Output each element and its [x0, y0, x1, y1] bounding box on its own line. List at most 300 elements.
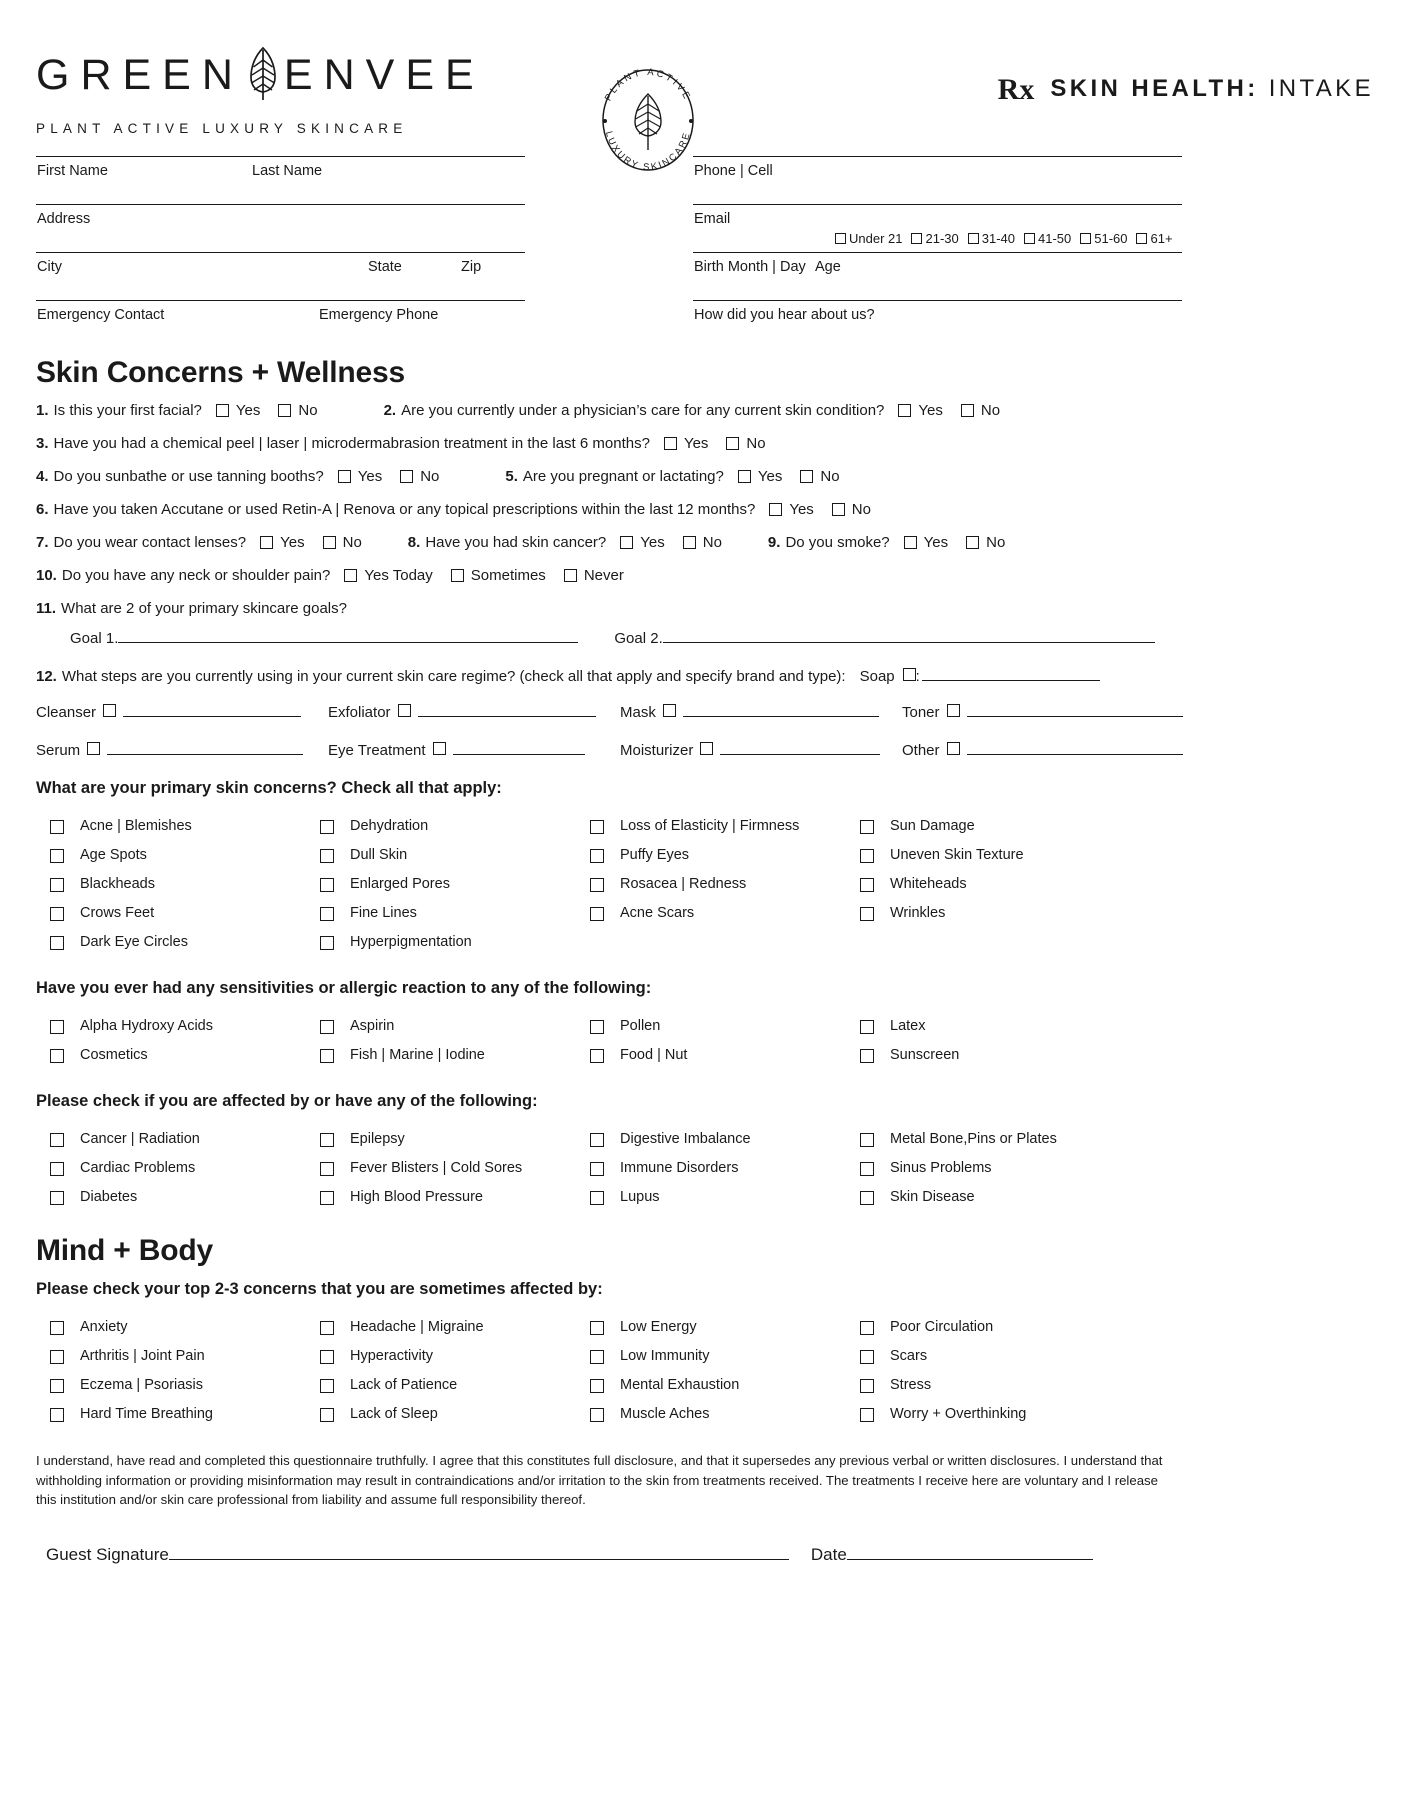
checkbox-item[interactable] [846, 812, 1374, 841]
regime-item-moisturizer[interactable] [620, 741, 902, 759]
checkbox-label: Age Spots [80, 847, 147, 864]
checkbox-item[interactable] [576, 1371, 846, 1400]
answer-label: Yes [757, 468, 783, 485]
checkbox-label: Skin Disease [890, 1189, 975, 1206]
checkbox-icon[interactable] [620, 536, 633, 549]
checkbox-label: Cardiac Problems [80, 1160, 196, 1177]
answer-no[interactable] [683, 534, 722, 551]
last-name-label: Last Name [252, 163, 323, 179]
checkbox-item[interactable] [576, 1313, 846, 1342]
checkbox-item[interactable] [846, 841, 1374, 870]
age-bracket-label: 51-60 [1094, 231, 1128, 246]
checkbox-label: Fever Blisters | Cold Sores [350, 1160, 523, 1177]
regime-label: Eye Treatment [328, 742, 426, 759]
checkbox-icon[interactable] [860, 1379, 874, 1393]
grid-empty-cell [576, 928, 846, 957]
checkbox-item[interactable] [576, 899, 846, 928]
checkbox-icon[interactable] [320, 1191, 334, 1205]
checkbox-icon[interactable] [50, 936, 64, 950]
checkbox-icon[interactable] [344, 569, 357, 582]
question-row-10 [36, 567, 1374, 584]
checkbox-icon[interactable] [320, 907, 334, 921]
checkbox-label: Acne | Blemishes [80, 818, 192, 835]
checkbox-item[interactable] [36, 812, 306, 841]
checkbox-icon[interactable] [700, 742, 713, 755]
checkbox-item[interactable] [36, 1400, 306, 1429]
checkbox-icon[interactable] [320, 1379, 334, 1393]
checkbox-icon[interactable] [50, 878, 64, 892]
checkbox-item[interactable] [846, 1154, 1374, 1183]
checkbox-icon[interactable] [947, 742, 960, 755]
question-number: 4. [36, 468, 49, 485]
contact-right-column [693, 156, 1182, 348]
checkbox-item[interactable] [36, 1371, 306, 1400]
answer-no[interactable] [726, 435, 765, 452]
checkbox-icon[interactable] [320, 820, 334, 834]
checkbox-item[interactable] [846, 1125, 1374, 1154]
phone-label: Phone | Cell [694, 163, 773, 179]
answer-no[interactable] [966, 534, 1005, 551]
checkbox-item[interactable] [306, 928, 576, 957]
answer-no[interactable] [400, 468, 439, 485]
checkbox-icon[interactable] [50, 1191, 64, 1205]
checkbox-label: Eczema | Psoriasis [80, 1377, 204, 1394]
checkbox-label: High Blood Pressure [350, 1189, 483, 1206]
checkbox-icon[interactable] [216, 404, 229, 417]
checkbox-icon[interactable] [50, 1020, 64, 1034]
goal-2-field[interactable] [614, 629, 1154, 647]
regime-input-line[interactable] [720, 741, 880, 755]
checkbox-icon[interactable] [564, 569, 577, 582]
checkbox-icon[interactable] [860, 1133, 874, 1147]
checkbox-item[interactable] [306, 1183, 576, 1212]
checkbox-icon[interactable] [1080, 233, 1091, 244]
checkbox-icon[interactable] [590, 1133, 604, 1147]
checkbox-icon[interactable] [860, 1191, 874, 1205]
checkbox-label: Headache | Migraine [350, 1319, 484, 1336]
email-field-row[interactable] [693, 204, 1182, 252]
answer-never[interactable] [564, 567, 624, 584]
checkbox-icon[interactable] [1136, 233, 1147, 244]
checkbox-icon[interactable] [278, 404, 291, 417]
checkbox-icon[interactable] [50, 1408, 64, 1422]
checkbox-item[interactable] [576, 1183, 846, 1212]
checkbox-icon[interactable] [590, 1049, 604, 1063]
brand-tagline: PLANT ACTIVE LUXURY SKINCARE [36, 121, 408, 136]
checkbox-icon[interactable] [50, 849, 64, 863]
goals-row [70, 629, 1374, 647]
checkbox-label: Dehydration [350, 818, 429, 835]
checkbox-item[interactable] [36, 1342, 306, 1371]
checkbox-icon[interactable] [738, 470, 751, 483]
checkbox-icon[interactable] [1024, 233, 1035, 244]
goal-1-input-line[interactable] [118, 629, 578, 643]
brand-logo [36, 24, 556, 136]
checkbox-item[interactable] [36, 1313, 306, 1342]
checkbox-item[interactable] [576, 870, 846, 899]
age-bracket-label: Under 21 [849, 231, 903, 246]
regime-row-2 [36, 741, 1374, 759]
checkbox-icon[interactable] [860, 1049, 874, 1063]
checkbox-item[interactable] [306, 1012, 576, 1041]
checkbox-icon[interactable] [968, 233, 979, 244]
checkbox-item[interactable] [576, 1012, 846, 1041]
checkbox-icon[interactable] [898, 404, 911, 417]
age-bracket-option[interactable] [1024, 231, 1071, 246]
checkbox-icon[interactable] [320, 1049, 334, 1063]
checkbox-label: Blackheads [80, 876, 155, 893]
answer-label: No [986, 534, 1006, 551]
answer-label: No [851, 501, 871, 518]
checkbox-item[interactable] [36, 899, 306, 928]
question-number: 6. [36, 501, 49, 518]
city-label: City [37, 259, 62, 275]
checkbox-item[interactable] [36, 1041, 306, 1070]
regime-input-line[interactable] [418, 703, 596, 717]
question-number: 5. [505, 468, 518, 485]
checkbox-item[interactable] [846, 1041, 1374, 1070]
checkbox-item[interactable] [306, 1313, 576, 1342]
checkbox-icon[interactable] [320, 878, 334, 892]
checkbox-icon[interactable] [590, 1408, 604, 1422]
checkbox-icon[interactable] [50, 820, 64, 834]
question-number: 8. [407, 534, 421, 551]
question-number: 12. [36, 668, 57, 685]
checkbox-icon[interactable] [400, 470, 413, 483]
checkbox-icon[interactable] [590, 878, 604, 892]
checkbox-item[interactable] [36, 1183, 306, 1212]
checkbox-icon[interactable] [50, 1162, 64, 1176]
checkbox-icon[interactable] [451, 569, 464, 582]
checkbox-icon[interactable] [590, 1350, 604, 1364]
checkbox-item[interactable] [576, 1342, 846, 1371]
regime-label: Other [902, 742, 940, 759]
checkbox-item[interactable] [36, 928, 306, 957]
checkbox-item[interactable] [306, 1400, 576, 1429]
city-state-zip-field-row[interactable] [36, 252, 525, 300]
checkbox-icon[interactable] [590, 1191, 604, 1205]
regime-input-line[interactable] [967, 703, 1183, 717]
checkbox-icon[interactable] [50, 1350, 64, 1364]
answer-label: Yes [235, 402, 261, 419]
checkbox-icon[interactable] [320, 1350, 334, 1364]
checkbox-item[interactable] [846, 1371, 1374, 1400]
checkbox-item[interactable] [306, 841, 576, 870]
question-row-4-5 [36, 468, 1374, 485]
regime-input-line[interactable] [123, 703, 301, 717]
checkbox-icon[interactable] [860, 1321, 874, 1335]
first-name-label: First Name [37, 163, 108, 179]
checkbox-icon[interactable] [911, 233, 922, 244]
date-input-line[interactable] [847, 1544, 1093, 1560]
checkbox-label: Metal Bone,Pins or Plates [890, 1131, 1057, 1148]
checkbox-icon[interactable] [832, 503, 845, 516]
soap-label: Soap [859, 668, 895, 685]
checkbox-label: Cosmetics [80, 1047, 148, 1064]
answer-yes[interactable] [260, 534, 304, 551]
form-title-secondary: INTAKE [1268, 75, 1374, 102]
checkbox-icon[interactable] [398, 704, 411, 717]
answer-no[interactable] [800, 468, 839, 485]
leaf-icon [246, 46, 280, 104]
regime-item-toner[interactable] [902, 703, 1183, 721]
regime-input-line[interactable] [107, 741, 303, 755]
checkbox-item[interactable] [306, 1154, 576, 1183]
checkbox-icon[interactable] [590, 1162, 604, 1176]
checkbox-icon[interactable] [320, 936, 334, 950]
question-row-11 [36, 600, 1374, 617]
question-row-1-2 [36, 402, 1374, 419]
checkbox-icon[interactable] [50, 1321, 64, 1335]
checkbox-item[interactable] [306, 899, 576, 928]
checkbox-icon[interactable] [50, 907, 64, 921]
checkbox-icon[interactable] [433, 742, 446, 755]
checkbox-label: Dark Eye Circles [80, 934, 188, 951]
checkbox-item[interactable] [846, 1400, 1374, 1429]
regime-item-serum[interactable] [36, 741, 328, 759]
answer-yes[interactable] [898, 402, 942, 419]
answer-label: Sometimes [470, 567, 546, 584]
checkbox-icon[interactable] [860, 907, 874, 921]
checkbox-icon[interactable] [590, 1379, 604, 1393]
checkbox-item[interactable] [36, 841, 306, 870]
checkbox-icon[interactable] [683, 536, 696, 549]
question-number: 10. [36, 567, 57, 584]
checkbox-icon[interactable] [966, 536, 979, 549]
sensitivities-grid [36, 1012, 1374, 1070]
answer-yes-today[interactable] [344, 567, 432, 584]
answer-label: Yes [640, 534, 665, 551]
goal-1-field[interactable] [70, 629, 578, 647]
answer-yes[interactable] [338, 468, 382, 485]
checkbox-item[interactable] [576, 1125, 846, 1154]
checkbox-item[interactable] [576, 1154, 846, 1183]
checkbox-icon[interactable] [590, 1321, 604, 1335]
checkbox-label: Hyperactivity [350, 1348, 433, 1365]
checkbox-icon[interactable] [320, 1321, 334, 1335]
guest-signature-label: Guest Signature [46, 1544, 169, 1564]
question-number: 11. [36, 600, 57, 617]
sensitivities-title: Have you ever had any sensitivities or allergic reaction to any of the following: [36, 979, 652, 997]
checkbox-icon[interactable] [103, 704, 116, 717]
checkbox-item[interactable] [846, 870, 1374, 899]
age-bracket-option[interactable] [1136, 231, 1172, 246]
checkbox-icon[interactable] [590, 1020, 604, 1034]
age-bracket-option[interactable] [835, 231, 902, 246]
checkbox-label: Low Immunity [620, 1348, 710, 1365]
form-title-primary: SKIN HEALTH: [1050, 75, 1259, 102]
checkbox-item[interactable] [306, 1125, 576, 1154]
answer-yes[interactable] [664, 435, 708, 452]
checkbox-icon[interactable] [320, 1162, 334, 1176]
address-label: Address [37, 211, 91, 227]
answer-yes[interactable] [216, 402, 260, 419]
sensitivities-block [36, 979, 1374, 1070]
checkbox-label: Scars [890, 1348, 928, 1365]
grid-empty-cell [846, 928, 1374, 957]
age-bracket-label: 41-50 [1037, 231, 1072, 246]
answer-label: Yes [918, 402, 943, 419]
checkbox-label: Hard Time Breathing [80, 1406, 213, 1423]
checkbox-item[interactable] [846, 899, 1374, 928]
checkbox-icon[interactable] [860, 1408, 874, 1422]
checkbox-item[interactable] [846, 1183, 1374, 1212]
age-bracket-label: 61+ [1150, 231, 1173, 246]
checkbox-label: Loss of Elasticity | Firmness [620, 818, 800, 835]
checkbox-item[interactable] [306, 1371, 576, 1400]
conditions-grid [36, 1125, 1374, 1212]
answer-no[interactable] [278, 402, 317, 419]
age-bracket-label: 21-30 [925, 231, 959, 246]
checkbox-icon[interactable] [947, 704, 960, 717]
checkbox-icon[interactable] [663, 704, 676, 717]
soap-colon: : [915, 668, 920, 685]
email-label: Email [694, 211, 731, 227]
checkbox-label: Cancer | Radiation [80, 1131, 200, 1148]
checkbox-icon[interactable] [260, 536, 273, 549]
checkbox-label: Poor Circulation [890, 1319, 994, 1336]
checkbox-icon[interactable] [860, 1162, 874, 1176]
answer-yes[interactable] [769, 501, 813, 518]
checkbox-icon[interactable] [860, 1020, 874, 1034]
answer-no[interactable] [961, 402, 1000, 419]
answer-no[interactable] [832, 501, 871, 518]
answer-label: Yes Today [364, 567, 433, 584]
emergency-field-row[interactable] [36, 300, 525, 348]
checkbox-icon[interactable] [835, 233, 846, 244]
question-number: 2. [383, 402, 397, 419]
checkbox-label: Latex [890, 1018, 926, 1035]
checkbox-label: Muscle Aches [620, 1406, 710, 1423]
checkbox-item[interactable] [306, 1342, 576, 1371]
checkbox-icon[interactable] [338, 470, 351, 483]
address-field-row[interactable] [36, 204, 525, 252]
question-text: Have you had a chemical peel | laser | microdermabrasion treatment in the last 6 months? [53, 435, 650, 452]
age-bracket-group [835, 231, 1173, 246]
rx-icon: Rx [997, 73, 1035, 106]
checkbox-label: Hyperpigmentation [350, 934, 472, 951]
checkbox-icon[interactable] [320, 849, 334, 863]
regime-label: Exfoliator [328, 704, 391, 721]
checkbox-item[interactable] [36, 1012, 306, 1041]
regime-item-other[interactable] [902, 741, 1183, 759]
checkbox-icon[interactable] [860, 820, 874, 834]
date-label: Date [810, 1544, 847, 1564]
regime-input-line[interactable] [683, 703, 879, 717]
checkbox-item[interactable] [846, 1012, 1374, 1041]
checkbox-item[interactable] [576, 1041, 846, 1070]
checkbox-item[interactable] [576, 841, 846, 870]
checkbox-item[interactable] [576, 1400, 846, 1429]
checkbox-icon[interactable] [961, 404, 974, 417]
regime-item-cleanser[interactable] [36, 703, 328, 721]
checkbox-icon[interactable] [50, 1133, 64, 1147]
checkbox-item[interactable] [846, 1313, 1374, 1342]
checkbox-label: Pollen [620, 1018, 661, 1035]
checkbox-label: Digestive Imbalance [620, 1131, 751, 1148]
checkbox-icon[interactable] [50, 1049, 64, 1063]
checkbox-item[interactable] [576, 812, 846, 841]
answer-no[interactable] [323, 534, 362, 551]
referral-field-row[interactable] [693, 300, 1182, 348]
goal-2-input-line[interactable] [663, 629, 1155, 643]
soap-input-line[interactable] [922, 667, 1100, 681]
primary-concerns-grid [36, 812, 1374, 957]
regime-item-mask[interactable] [620, 703, 902, 721]
section-title-skin-concerns: Skin Concerns + Wellness [36, 356, 405, 389]
checkbox-icon[interactable] [800, 470, 813, 483]
checkbox-icon[interactable] [664, 437, 677, 450]
zip-label: Zip [461, 259, 482, 275]
name-field-row[interactable] [36, 156, 525, 204]
question-text: Do you smoke? [785, 534, 890, 551]
checkbox-icon[interactable] [320, 1020, 334, 1034]
answer-yes[interactable] [904, 534, 948, 551]
answer-yes[interactable] [738, 468, 782, 485]
conditions-title: Please check if you are affected by or have any of the following: [36, 1092, 538, 1110]
question-row-3 [36, 435, 1374, 452]
answer-sometimes[interactable] [451, 567, 546, 584]
signature-row [46, 1544, 1374, 1565]
checkbox-icon[interactable] [590, 849, 604, 863]
checkbox-item[interactable] [306, 1041, 576, 1070]
checkbox-icon[interactable] [726, 437, 739, 450]
primary-concerns-title: What are your primary skin concerns? Check all that apply: [36, 779, 502, 797]
checkbox-icon[interactable] [860, 849, 874, 863]
checkbox-label: Lack of Sleep [350, 1406, 438, 1423]
age-bracket-option[interactable] [1080, 231, 1127, 246]
birth-label: Birth Month | Day [694, 259, 806, 275]
age-bracket-option[interactable] [911, 231, 958, 246]
birth-age-field-row[interactable] [693, 252, 1182, 300]
checkbox-icon[interactable] [769, 503, 782, 516]
answer-yes[interactable] [620, 534, 664, 551]
checkbox-label: Acne Scars [620, 905, 695, 922]
question-number: 1. [36, 402, 49, 419]
goal-1-label: Goal 1. [70, 630, 119, 647]
checkbox-item[interactable] [36, 1154, 306, 1183]
checkbox-icon[interactable] [590, 907, 604, 921]
checkbox-item[interactable] [306, 812, 576, 841]
checkbox-icon[interactable] [323, 536, 336, 549]
checkbox-icon[interactable] [320, 1133, 334, 1147]
checkbox-icon[interactable] [590, 820, 604, 834]
regime-item-exfoliator[interactable] [328, 703, 620, 721]
checkbox-item[interactable] [846, 1342, 1374, 1371]
checkbox-item[interactable] [36, 870, 306, 899]
checkbox-item[interactable] [306, 870, 576, 899]
question-row-6 [36, 501, 1374, 518]
regime-input-line[interactable] [453, 741, 585, 755]
checkbox-icon[interactable] [50, 1379, 64, 1393]
checkbox-icon[interactable] [320, 1408, 334, 1422]
checkbox-item[interactable] [36, 1125, 306, 1154]
checkbox-label: Alpha Hydroxy Acids [80, 1018, 213, 1035]
age-bracket-label: 31-40 [981, 231, 1015, 246]
checkbox-icon[interactable] [860, 878, 874, 892]
phone-field-row[interactable] [693, 156, 1182, 204]
guest-signature-input-line[interactable] [169, 1544, 789, 1560]
regime-input-line[interactable] [967, 741, 1183, 755]
checkbox-icon[interactable] [860, 1350, 874, 1364]
checkbox-icon[interactable] [87, 742, 100, 755]
checkbox-label: Low Energy [620, 1319, 697, 1336]
checkbox-icon[interactable] [903, 668, 916, 681]
age-bracket-option[interactable] [968, 231, 1015, 246]
answer-label: No [702, 534, 722, 551]
checkbox-icon[interactable] [904, 536, 917, 549]
regime-item-eye-treatment[interactable] [328, 741, 620, 759]
